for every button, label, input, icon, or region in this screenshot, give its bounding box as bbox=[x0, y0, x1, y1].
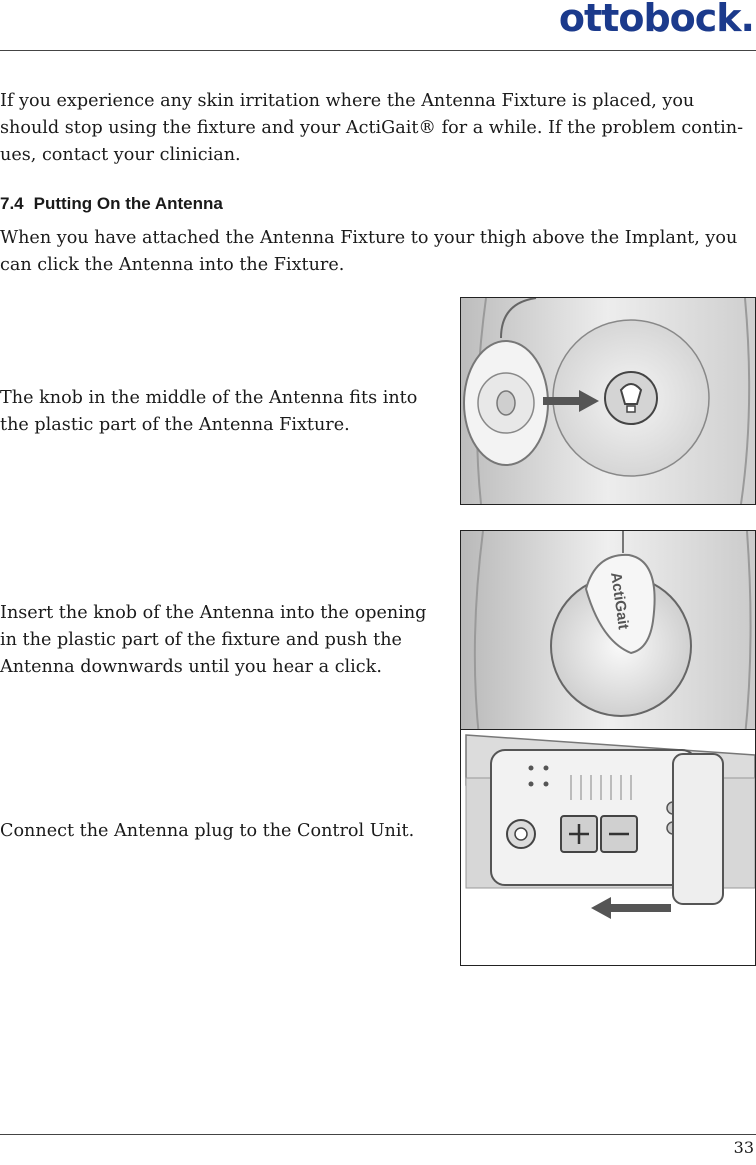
figure-antenna-insert-illustration bbox=[461, 531, 755, 737]
figure-antenna-knob bbox=[460, 297, 756, 505]
figure-antenna-knob-illustration bbox=[461, 298, 755, 504]
section-paragraph: When you have attached the Antenna Fixture to your thigh above the Implant, you can click the Antenna into the Fixture. bbox=[0, 228, 738, 275]
step-1-text: The knob in the middle of the Antenna fits into the plastic part of the Antenna Fixture. bbox=[0, 388, 418, 435]
step-3-text: Connect the Antenna plug to the Control Unit. bbox=[0, 821, 415, 841]
section-heading bbox=[0, 194, 223, 214]
step-2-text: Insert the knob of the Antenna into the opening in the plastic part of the fixture and push the Antenna downwards until you hear a click. bbox=[0, 603, 427, 677]
page-number: 33 bbox=[733, 1138, 754, 1157]
intro-paragraph: If you experience any skin irritation where the Antenna Fixture is placed, you should stop using the fixture and your ActiGait® for a while. If the problem contin-ues, contact your clinician. bbox=[0, 91, 744, 165]
footer-rule bbox=[0, 1134, 756, 1135]
section-number: 7.4 bbox=[0, 194, 24, 213]
figure-antenna-insert bbox=[460, 530, 756, 738]
actigait-label: ActiGait bbox=[607, 571, 632, 631]
figure-control-unit bbox=[460, 729, 756, 966]
section-title: Putting On the Antenna bbox=[33, 194, 223, 213]
header-rule bbox=[0, 50, 756, 51]
figure-control-unit-illustration bbox=[461, 730, 755, 965]
ottobock-logo: ottobock. bbox=[558, 0, 754, 40]
